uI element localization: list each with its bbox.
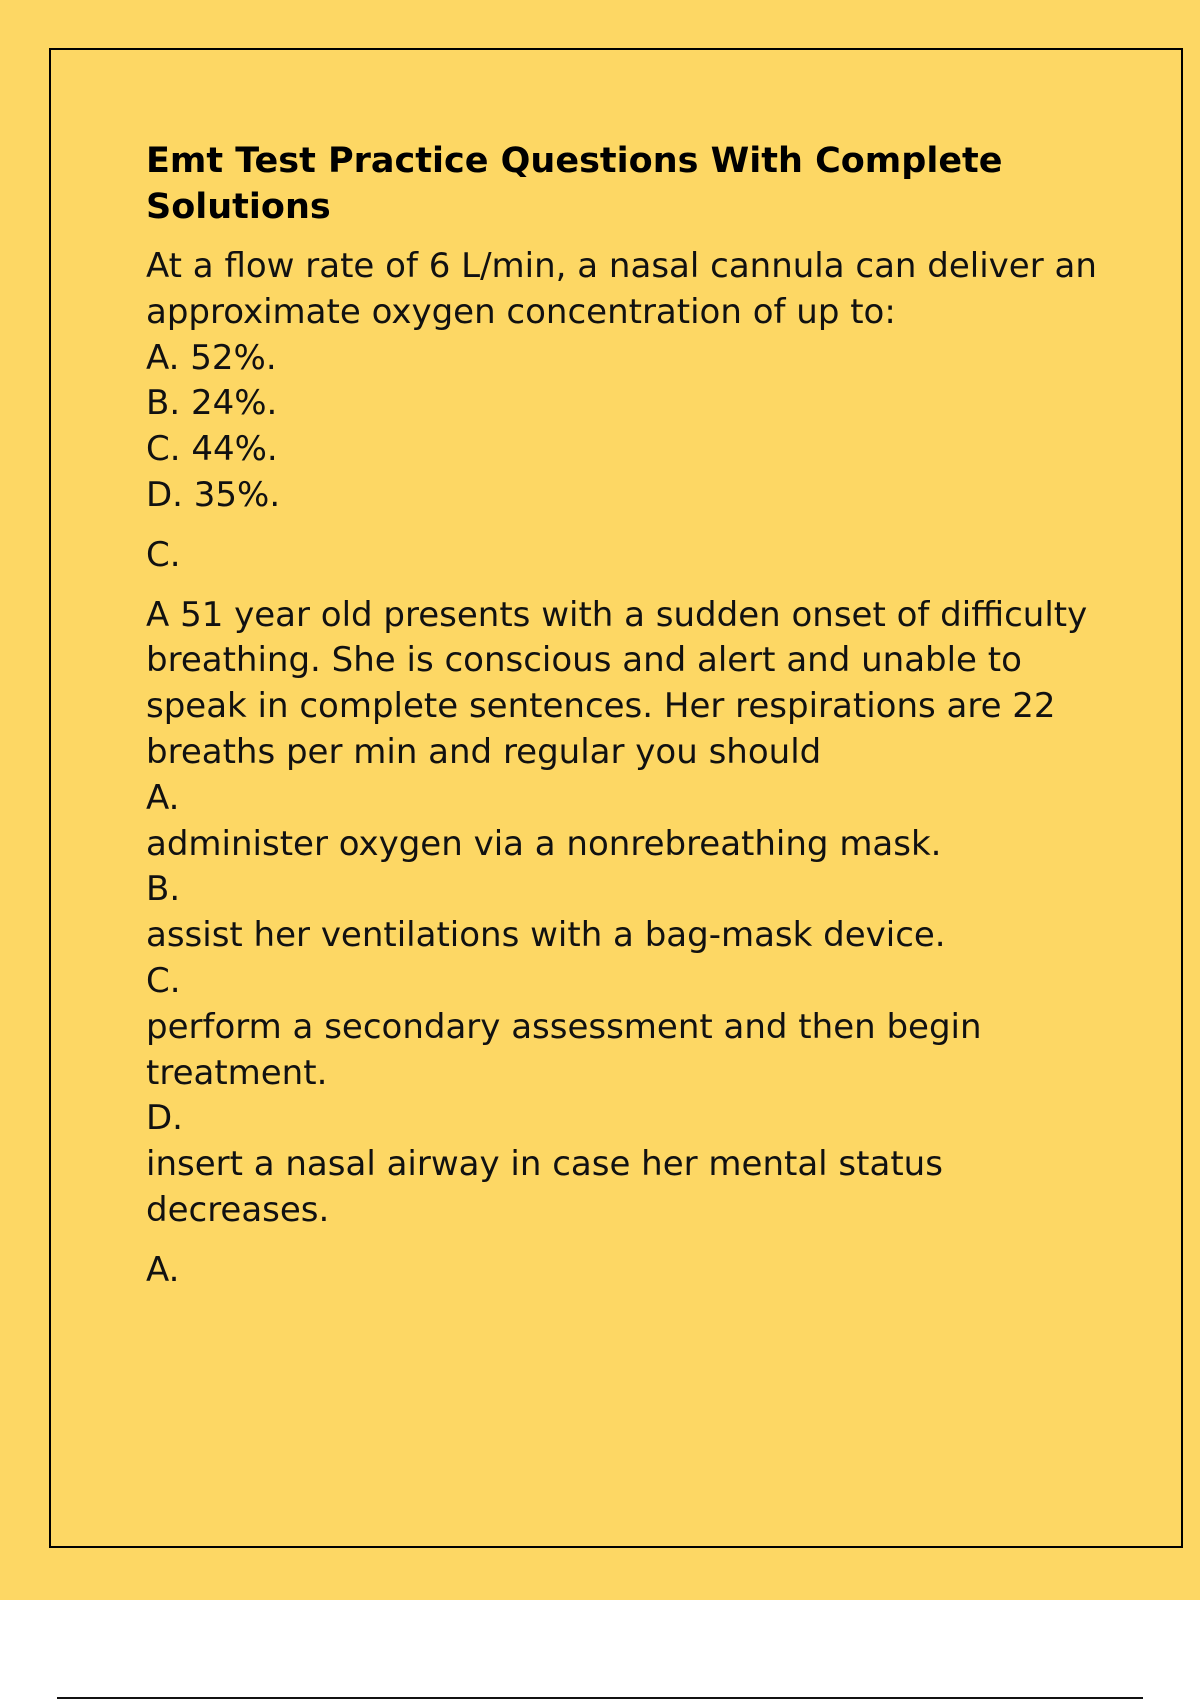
question-2-option-d-letter: D. <box>146 1098 183 1139</box>
question-2-prompt: A 51 year old presents with a sudden onset of difficulty breathing. She is conscious and alert and unable to speak in complete sentences. Her respirations are 22 breaths per min and regular you should <box>146 594 1088 772</box>
question-2-option-c-letter: C. <box>146 960 181 1001</box>
question-2-option-b-letter: B. <box>146 869 181 910</box>
question-1-option-b: B. 24%. <box>146 383 278 424</box>
question-2-answer: A. <box>146 1249 180 1290</box>
question-1-answer: C. <box>146 534 181 575</box>
question-2-option-c-text: perform a secondary assessment and then begin treatment. <box>146 1006 982 1093</box>
document-content <box>146 138 1106 1308</box>
question-2-option-a-letter: A. <box>146 777 180 818</box>
document-title: Emt Test Practice Questions With Complete Solutions <box>146 141 1003 227</box>
question-1-option-c: C. 44%. <box>146 429 278 470</box>
question-1-option-a: A. 52%. <box>146 337 277 378</box>
question-1 <box>146 244 1106 519</box>
question-2-option-d-text: insert a nasal airway in case her mental status decreases. <box>146 1144 943 1230</box>
question-2-option-a-text: administer oxygen via a nonrebreathing mask. <box>146 823 942 864</box>
question-2-option-b-text: assist her ventilations with a bag-mask device. <box>146 915 946 956</box>
question-1-prompt: At a flow rate of 6 L/min, a nasal cannula can deliver an approximate oxygen concentration of up to: <box>146 246 1097 332</box>
question-2 <box>146 593 1106 1234</box>
bottom-rule <box>57 1697 1143 1699</box>
question-1-option-d: D. 35%. <box>146 474 281 515</box>
